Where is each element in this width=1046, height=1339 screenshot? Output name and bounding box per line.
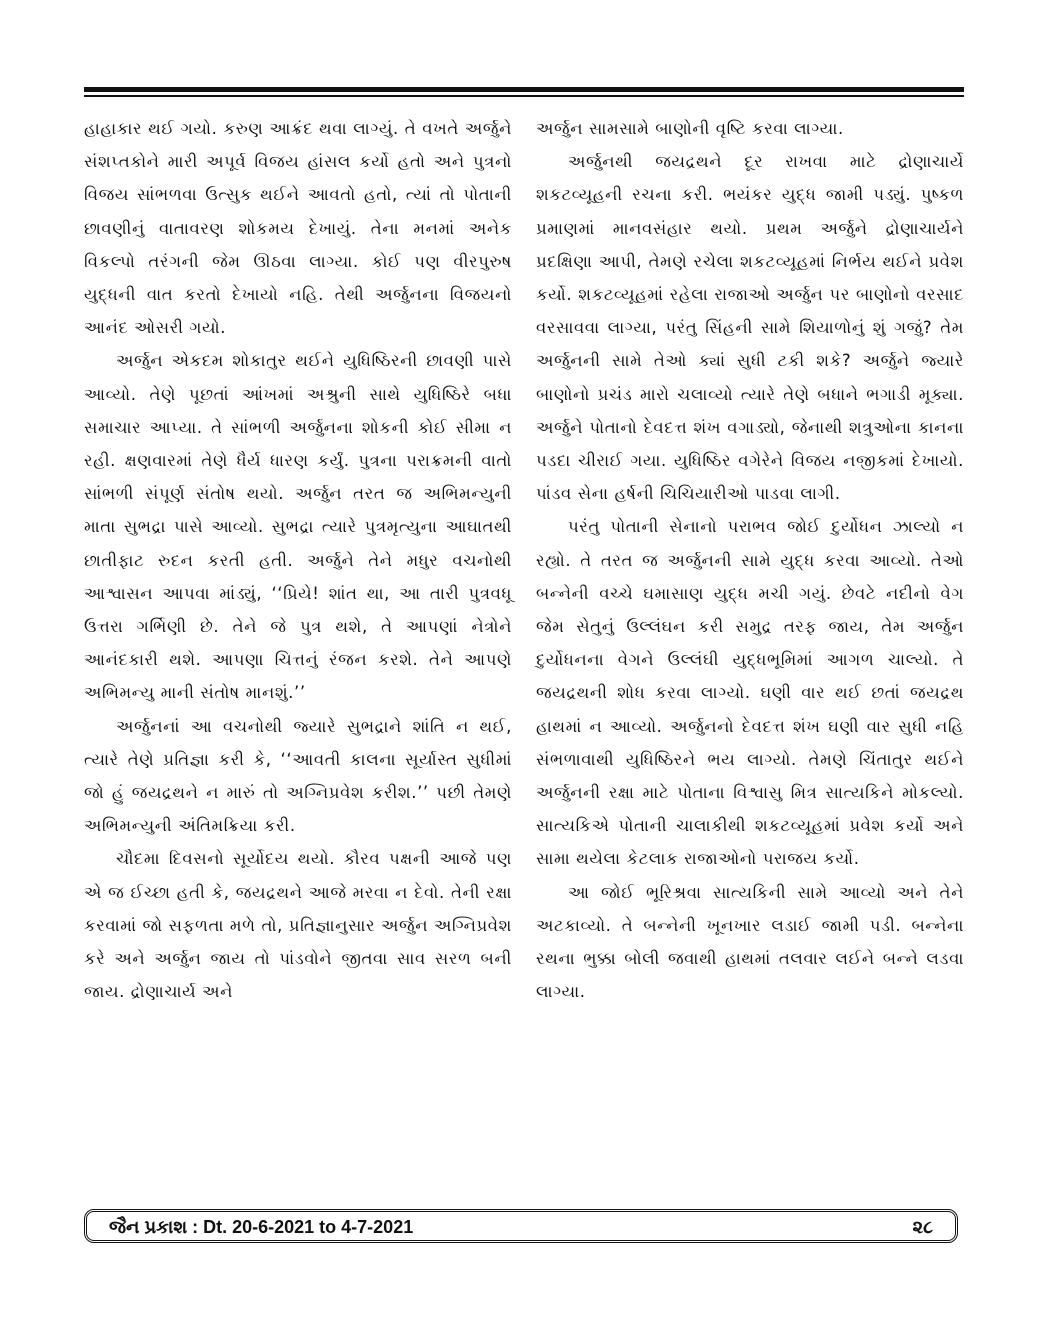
paragraph: આ જોઈ ભૂરિશ્રવા સાત્યકિની સામે આવ્યો અને તેને અટકાવ્યો. તે બન્નેની ખૂનખાર લડાઈ જામી પડી. બન્નેના રથના ભુક્કા બોલી જવાથી હાથમાં તલવાર લઈને બન્ને લડવા લાગ્યા. — [536, 882, 964, 1002]
paragraph: પરંતુ પોતાની સેનાનો પરાભવ જોઈ દુર્યોધન ઝાલ્યો ન રહ્યો. તે તરત જ અર્જુનની સામે યુદ્ધ કરવા આવ્યો. તેઓ બન્નેની વચ્ચે ઘમાસાણ યુદ્ધ મચી ગયું. છેવટે નદીનો વેગ જેમ સેતુનું ઉલ્લંઘન કરી સમુદ્ર તરફ જાય, તેમ અર્જુન દુર્યોધનના વેગને ઉલ્લંઘી યુદ્ધભૂમિમાં આગળ ચાલ્યો. તે જયદ્રથની શોધ કરવા લાગ્યો. ઘણી વાર થઈ છતાં જયદ્રથ હાથમાં ન આવ્યો. અર્જુનનો દેવદત્ત શંખ ઘણી વાર સુધી નહિ સંભળાવાથી યુધિષ્ઠિરને ભય લાગ્યો. તેમણે ચિંતાતુર થઈને અર્જુનની રક્ષા માટે પોતાના વિશ્વાસુ મિત્ર સાત્યકિને મોકલ્યો. સાત્યકિએ પોતાની ચાલાકીથી શકટવ્યૂહમાં પ્રવેશ કર્યો અને સામા થયેલા કેટલાક રાજાઓનો પરાજય કર્યો. — [536, 517, 964, 869]
paragraph: અર્જુનથી જયદ્રથને દૂર રાખવા માટે દ્રોણાચાર્યે શકટવ્યૂહની રચના કરી. ભયંકર યુદ્ધ જામી પડ્યું. પુષ્કળ પ્રમાણમાં માનવસંહાર થયો. પ્રથમ અર્જુને દ્રોણાચાર્યને પ્રદક્ષિણા આપી, તેમણે રચેલા શકટવ્યૂહમાં નિર્ભય થઈને પ્રવેશ કર્યો. શકટવ્યૂહમાં રહેલા રાજાઓ અર્જુન પર બાણોનો વરસાદ વરસાવવા લાગ્યા, પરંતુ સિંહની સામે શિયાળોનું શું ગજું? તેમ અર્જુનની સામે તેઓ ક્યાં સુધી ટકી શકે? અર્જુને જ્યારે બાણોનો પ્રચંડ મારો ચલાવ્યો ત્યારે તેણે બધાને ભગાડી મૂક્યા. અર્જુને પોતાનો દેવદત્ત શંખ વગાડ્યો, જેનાથી શત્રુઓના કાનના પડદા ચીરાઈ ગયા. યુધિષ્ઠિર વગેરેને વિજય નજીકમાં દેખાયો. પાંડવ સેના હર્ષની ચિચિયારીઓ પાડવા લાગી. — [536, 152, 964, 504]
page-number: ૨૮ — [912, 1217, 933, 1238]
footer-box — [84, 1209, 958, 1243]
paragraph: ચૌદમા દિવસનો સૂર્યોદય થયો. કૌરવ પક્ષની આજે પણ એ જ ઈચ્છા હતી કે, જયદ્રથને આજે મરવા ન દેવો. તેની રક્ષા કરવામાં જો સફળતા મળે તો, પ્રતિજ્ઞાનુસાર અર્જુન અગ્નિપ્રવેશ કરે અને અર્જુન જાય તો પાંડવોને જીતવા સાવ સરળ બની જાય. દ્રોણાચાર્ય અને — [84, 849, 512, 1002]
paragraph: અર્જુન સામસામે બાણોની વૃષ્ટિ કરવા લાગ્યા. — [536, 119, 844, 138]
left-column — [84, 112, 512, 1008]
paragraph: અર્જુન એકદમ શોકાતુર થઈને યુધિષ્ઠિરની છાવણી પાસે આવ્યો. તેણે પૂછતાં આંખમાં અશ્રુની સાથે યુધિષ્ઠિરે બધા સમાચાર આપ્યા. તે સાંભળી અર્જુનના શોકની કોઈ સીમા ન રહી. ક્ષણવારમાં તેણે ધૈર્ય ધારણ કર્યું. પુત્રના પરાક્રમની વાતો સાંભળી સંપૂર્ણ સંતોષ થયો. અર્જુન તરત જ અભિમન્યુની માતા સુભદ્રા પાસે આવ્યો. સુભદ્રા ત્યારે પુત્રમૃત્યુના આઘાતથી છાતીફાટ રુદન કરતી હતી. અર્જુને તેને મધુર વચનોથી આશ્વાસન આપવા માંડ્યું, ‘‘પ્રિયે! શાંત થા, આ તારી પુત્રવધૂ ઉત્તરા ગર્ભિણી છે. તેને જે પુત્ર થશે, તે આપણાં નેત્રોને આનંદકારી થશે. આપણા ચિત્તનું રંજન કરશે. તેને આપણે અભિમન્યુ માની સંતોષ માનશું.’’ — [84, 351, 512, 703]
header-rule-thick — [84, 87, 964, 92]
header-rule-thin — [84, 95, 964, 97]
paragraph: હાહાકાર થઈ ગયો. કરુણ આક્રંદ થવા લાગ્યું. તે વખતે અર્જુને સંશપ્તકોને મારી અપૂર્વ વિજય હાંસલ કર્યો હતો અને પુત્રનો વિજય સાંભળવા ઉત્સુક થઈને આવતો હતો, ત્યાં તો પોતાની છાવણીનું વાતાવરણ શોકમય દેખાયું. તેના મનમાં અનેક વિકલ્પો તરંગની જેમ ઊઠવા લાગ્યા. કોઈ પણ વીરપુરુષ યુદ્ધની વાત કરતો દેખાયો નહિ. તેથી અર્જુનના વિજયનો આનંદ ઓસરી ગયો. — [84, 119, 512, 338]
publication-title: જૈન પ્રકાશ : Dt. 20-6-2021 to 4-7-2021 — [109, 1217, 414, 1237]
paragraph: અર્જુનનાં આ વચનોથી જ્યારે સુભદ્રાને શાંતિ ન થઈ, ત્યારે તેણે પ્રતિજ્ઞા કરી કે, ‘‘આવતી કાલના સૂર્યાસ્ત સુધીમાં જો હું જયદ્રથને ન મારું તો અગ્નિપ્રવેશ કરીશ.’’ પછી તેમણે અભિમન્યુની અંતિમક્રિયા કરી. — [84, 716, 512, 836]
right-column — [536, 112, 964, 1008]
